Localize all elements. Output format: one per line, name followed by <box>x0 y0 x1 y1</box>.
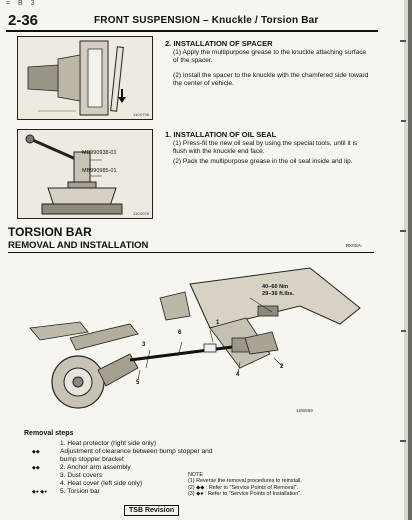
header-rule <box>6 30 378 32</box>
oilseal-figure <box>17 129 153 219</box>
callout-6: 6 <box>178 330 182 336</box>
scan-edge <box>382 0 412 520</box>
callout-3: 3 <box>142 342 146 348</box>
removal-marker: ◆◆ <box>32 465 40 471</box>
removal-step: 4. Heat cover (left side only) <box>60 480 143 487</box>
removal-step: 1. Heat protector (right side only) <box>60 440 157 447</box>
note-line: (3) ◆● : Refer to "Service Points of Installation". <box>188 490 302 497</box>
note-block <box>188 472 358 497</box>
section-title: TORSION BAR <box>8 225 92 239</box>
callout-1: 1 <box>216 320 220 326</box>
removal-step: 3. Dust covers <box>60 472 103 479</box>
callout-2: 2 <box>280 364 284 370</box>
spacer-illustration <box>18 37 152 119</box>
oilseal-illustration <box>18 130 152 218</box>
removal-step: Adjustment of clearance between bump stopper and bump stopper bracket <box>60 448 213 463</box>
callout-5: 5 <box>136 380 140 386</box>
figure-code: 12W559 <box>296 408 313 413</box>
spacer-figure <box>17 36 153 120</box>
callout-4: 4 <box>236 372 240 378</box>
note-line: (2) ◆◆ : Refer to "Service Points of Removal". <box>188 484 299 491</box>
torque-nm: 40–60 Nm <box>262 284 289 290</box>
note-line: (1) Reverse the removal procedures to reinstall. <box>188 478 302 485</box>
oilseal-step-title: 1. INSTALLATION OF OIL SEAL <box>165 130 277 139</box>
tsb-revision-box: TSB Revision <box>124 505 179 516</box>
removal-title: Removal steps <box>24 430 74 437</box>
page-title: FRONT SUSPENSION – Knuckle / Torsion Bar <box>94 15 319 26</box>
spacer-step-item: (2) Install the spacer to the knuckle with the chamfered side toward the center of vehicle. <box>173 72 369 87</box>
figure-code: 11C0078 <box>133 211 149 216</box>
removal-marker: ◆● ◆● <box>32 489 48 495</box>
removal-step: 2. Anchor arm assembly <box>60 464 131 471</box>
torsion-illustration <box>10 258 376 428</box>
torsion-figure <box>10 258 376 428</box>
spacer-step-item: (1) Apply the multipurpose grease to the knuckle attaching surface of the spacer. <box>173 49 367 64</box>
top-marks: = B 3 <box>6 0 38 7</box>
note-title: NOTE <box>188 472 203 478</box>
removal-step: 5. Torsion bar <box>60 488 100 495</box>
section-rule <box>8 252 374 253</box>
removal-marker: ◆◆ <box>32 449 40 455</box>
torque-ftlbs: 29–36 ft.lbs. <box>262 290 295 297</box>
oilseal-step-item: (2) Pack the multipurpose grease in the oil seal inside and lip. <box>173 158 353 165</box>
page-number: 2-36 <box>8 12 39 29</box>
torque-spec <box>262 284 294 297</box>
figure-code: 11C0735 <box>133 112 149 117</box>
spacer-step-title: 2. INSTALLATION OF SPACER <box>165 39 273 48</box>
tool-label: MB990985-01 <box>82 168 117 174</box>
section-subtitle: REMOVAL AND INSTALLATION <box>8 240 149 251</box>
oilseal-step-item: (1) Press-fit the new oil seal by using the special tools, until it is flush with the knuckle end face. <box>173 140 358 155</box>
section-code: RK0SA- <box>346 243 363 248</box>
tool-label: MB990938-01 <box>82 150 117 156</box>
